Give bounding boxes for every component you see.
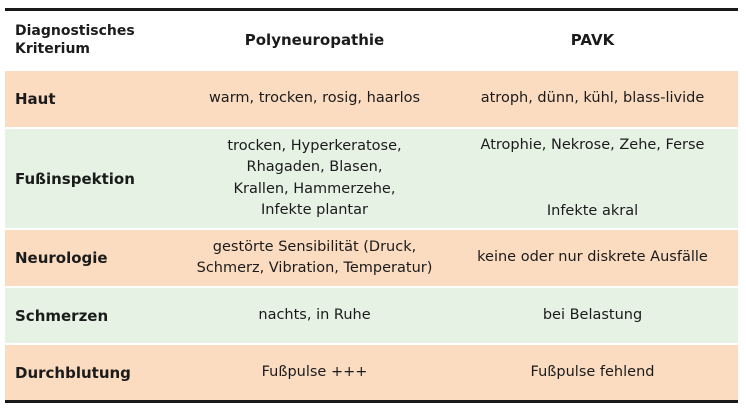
polyneuropathie-cell [182, 71, 447, 127]
row-label-cell [5, 230, 182, 286]
pavk-value: keine oder nur diskrete Ausfälle [477, 249, 708, 266]
table-row [5, 343, 738, 400]
polyneuropathie-value: trocken, Hyperkeratose, Rhagaden, Blasen, Krallen, Hammerzehe, Infekte plantar [227, 137, 402, 218]
header-pavk-cell [447, 11, 738, 69]
pavk-value: atroph, dünn, kühl, blass-livide [480, 90, 705, 107]
row-label: Schmerzen [15, 306, 109, 325]
pavk-cell [447, 230, 738, 286]
table-header-row [5, 11, 738, 69]
table-row [5, 228, 738, 286]
header-pavk: PAVK [570, 31, 615, 49]
header-criterion: Diagnostisches Kriterium [15, 23, 135, 57]
polyneuropathie-cell [182, 129, 447, 228]
row-label-cell [5, 71, 182, 127]
row-label-cell [5, 345, 182, 400]
pavk-cell [447, 345, 738, 400]
polyneuropathie-value: nachts, in Ruhe [258, 306, 371, 323]
header-polyneuropathie-cell [182, 11, 447, 69]
table-row [5, 127, 738, 228]
pavk-value: bei Belastung [542, 306, 643, 323]
pavk-value-bottom: Infekte akral [546, 202, 639, 219]
header-polyneuropathie: Polyneuropathie [244, 31, 385, 49]
row-label: Fußinspektion [15, 169, 135, 188]
pavk-value-top: Atrophie, Nekrose, Zehe, Ferse [480, 137, 705, 153]
polyneuropathie-value: gestörte Sensibilität (Druck, Schmerz, Vibration, Temperatur) [196, 238, 433, 276]
pavk-cell [447, 71, 738, 127]
polyneuropathie-cell [182, 345, 447, 400]
row-label: Haut [15, 90, 56, 108]
table-row [5, 69, 738, 127]
header-criterion-cell [5, 11, 182, 69]
polyneuropathie-cell [182, 230, 447, 286]
pavk-cell [447, 288, 738, 343]
row-label: Neurologie [15, 249, 108, 267]
row-label-cell [5, 129, 182, 228]
pavk-value: Fußpulse fehlend [530, 363, 655, 380]
polyneuropathie-value: Fußpulse +++ [261, 363, 368, 380]
table-row [5, 286, 738, 343]
pavk-cell [447, 129, 738, 228]
row-label-cell [5, 288, 182, 343]
polyneuropathie-cell [182, 288, 447, 343]
row-label: Durchblutung [15, 363, 131, 382]
polyneuropathie-value: warm, trocken, rosig, haarlos [208, 90, 421, 107]
diagnostic-table [5, 8, 738, 403]
